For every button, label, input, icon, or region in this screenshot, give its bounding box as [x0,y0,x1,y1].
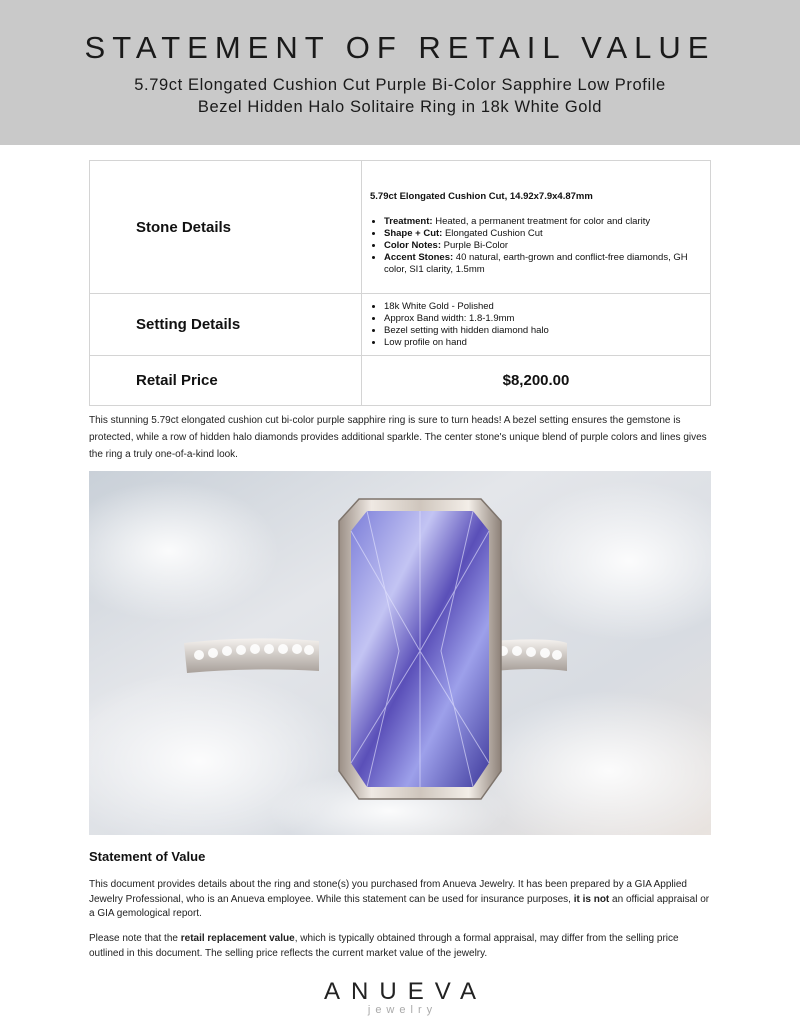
anueva-logo [300,978,500,1016]
stone-detail-item: • Shape + Cut: Elongated Cushion Cut [384,228,702,240]
details-table [89,160,711,406]
statement-paragraph-2: Please note that the retail replacement value, which is typically obtained through a formal appraisal, may differ from the selling price outlined in this document. The selling price reflects the current market value of the jewelry. [89,933,679,959]
setting-detail-item: • 18k White Gold - Polished [384,301,702,313]
setting-detail-item: • Approx Band width: 1.8-1.9mm [384,313,702,325]
stone-details-row [90,161,711,294]
statement-title: Statement of Value [89,849,206,864]
header-banner [0,0,800,145]
stone-detail-item: • Accent Stones: 40 natural, earth-grown and conflict-free diamonds, GH color, SI1 clarity, 1.5mm [384,252,702,276]
stone-detail-item: • Treatment: Heated, a permanent treatment for color and clarity [384,216,702,228]
setting-detail-item: • Bezel setting with hidden diamond halo [384,325,702,337]
ring-illustration [89,471,711,835]
setting-details-list [370,301,702,349]
retail-price-row [90,356,711,406]
page-title: STATEMENT OF RETAIL VALUE [84,30,716,65]
stone-details-label: Stone Details [90,161,362,294]
ring-photo [89,471,711,835]
stone-details-list [370,216,702,276]
setting-details-label: Setting Details [90,294,362,356]
ring-description: This stunning 5.79ct elongated cushion cut bi-color purple sapphire ring is sure to turn heads! A bezel setting ensures the gemstone is protected, while a row of hidden halo diamonds provides additional sparkle. The center stone's unique blend of purple colors and lines gives the ring a truly one-of-a-kind look. [89,415,707,460]
logo-subtitle: jewelry [367,1004,438,1016]
stone-detail-item: • Color Notes: Purple Bi-Color [384,240,702,252]
setting-details-row [90,294,711,356]
subtitle-line-2: Bezel Hidden Halo Solitaire Ring in 18k White Gold [197,98,603,116]
stone-heading: 5.79ct Elongated Cushion Cut, 14.92x7.9x4.87mm [370,190,593,202]
retail-price-value: $8,200.00 [362,356,711,406]
subtitle-line-1: 5.79ct Elongated Cushion Cut Purple Bi-Color Sapphire Low Profile [134,76,666,94]
page-subtitle [60,74,740,118]
retail-price-label: Retail Price [90,356,362,406]
stone-details-value [362,161,711,294]
statement-paragraph-1: This document provides details about the ring and stone(s) you purchased from Anueva Jewelry. It has been prepared by a GIA Applied Jewelry Professional, who is an Anueva employee. While this statement can be used for insurance purposes, it is not an official appraisal or a GIA gemological report. [89,879,710,919]
logo-name: ANUEVA [324,978,487,1005]
setting-detail-item: • Low profile on hand [384,337,702,349]
setting-details-value [362,294,711,356]
